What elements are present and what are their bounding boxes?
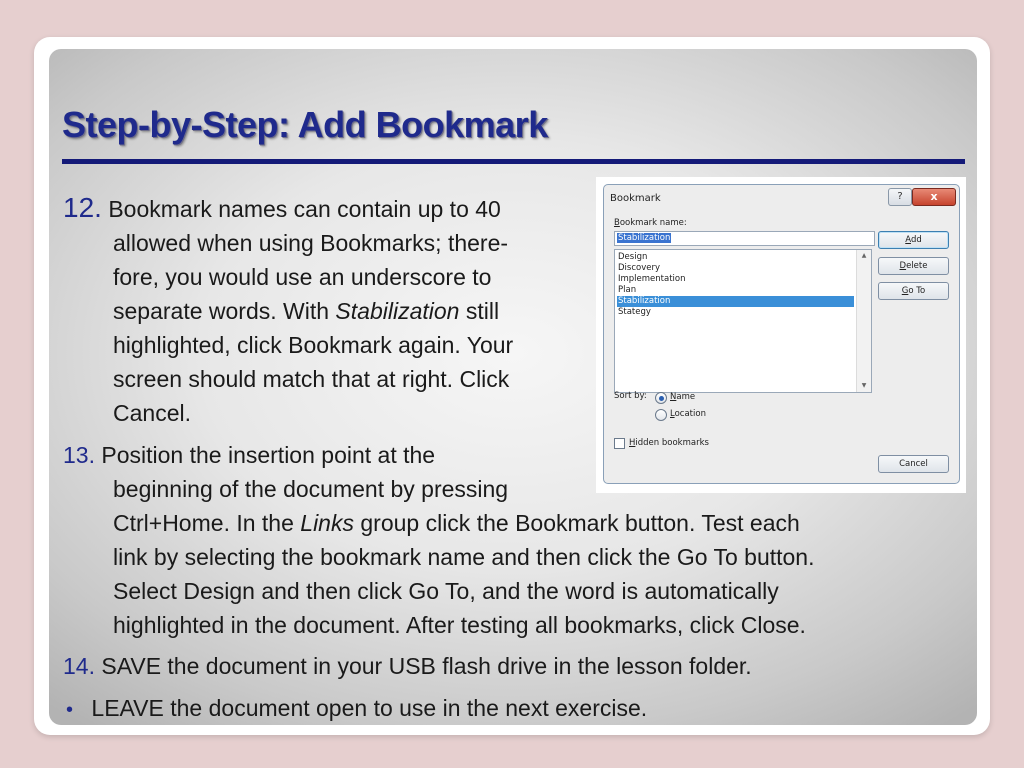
step-13-line-5	[113, 574, 779, 608]
leave-term: LEAVE	[91, 695, 164, 721]
bullet-line	[66, 691, 647, 725]
step-14-line	[63, 649, 752, 683]
step-13-text-3c: button. Test each	[618, 510, 800, 536]
dialog-titlebar	[604, 185, 959, 211]
step-12-line-4	[113, 294, 499, 328]
step-14-number: 14.	[63, 653, 95, 679]
slide-title: Step-by-Step: Add Bookmark	[62, 104, 548, 145]
step-13-text-5a: Select	[113, 578, 184, 604]
ctrl-home-term: Ctrl+Home	[113, 510, 224, 536]
list-item[interactable]: Discovery	[618, 263, 660, 273]
add-button[interactable]	[878, 231, 949, 249]
step-13-line-3	[113, 506, 800, 540]
sort-name-label	[670, 392, 695, 402]
step-12-text-4a: separate words. With	[113, 298, 336, 324]
bookmark-name-label-text: ookmark name:	[619, 218, 687, 228]
step-12-text-7: .	[184, 400, 191, 426]
step-13-text-5c: , and the word is automatically	[469, 578, 779, 604]
hidden-accesskey: H	[629, 438, 636, 448]
step-13-text-6b: .	[799, 612, 806, 638]
bookmark-term-2: Bookmark	[515, 510, 619, 536]
step-13-line-1	[63, 438, 435, 472]
bookmark-name-input[interactable]	[614, 231, 875, 246]
hidden-bookmarks-checkbox[interactable]	[614, 438, 625, 449]
go-to-term-2: Go To	[408, 578, 470, 604]
sort-location-accesskey: L	[670, 409, 675, 419]
list-item[interactable]: Stategy	[618, 307, 651, 317]
step-12-line-7	[113, 396, 191, 430]
list-item-selected[interactable]: Stabilization	[617, 296, 854, 307]
delete-button[interactable]	[878, 257, 949, 275]
links-emphasis: Links	[300, 510, 354, 536]
list-scrollbar[interactable]	[856, 250, 871, 392]
scroll-down-icon[interactable]: ▼	[861, 382, 867, 389]
add-accesskey: A	[905, 235, 911, 245]
step-13-text-6a: highlighted in the document. After testing all bookmarks, click	[113, 612, 741, 638]
bookmark-dialog	[603, 184, 960, 484]
step-12-line-5	[113, 328, 513, 362]
step-13-number: 13.	[63, 442, 95, 468]
step-12-text-5a: highlighted, click	[113, 332, 289, 358]
scroll-up-icon[interactable]: ▲	[861, 252, 867, 259]
hidden-bookmarks-label	[629, 438, 709, 448]
step-12-number: 12.	[63, 192, 102, 223]
step-13-text-1: Position the insertion point at the	[101, 442, 436, 468]
bookmark-name-accesskey: B	[614, 218, 620, 228]
sort-location-label-text: ocation	[674, 409, 706, 419]
list-item[interactable]: Implementation	[618, 274, 686, 284]
cancel-button[interactable]: Cancel	[878, 455, 949, 473]
add-label: dd	[910, 235, 922, 245]
save-term: SAVE	[101, 653, 162, 679]
step-13-text-3a: . In the	[223, 510, 301, 536]
dialog-title: Bookmark	[610, 193, 661, 204]
close-button[interactable]: x	[912, 188, 956, 206]
delete-accesskey: D	[899, 261, 907, 271]
sort-location-radio[interactable]	[655, 409, 667, 421]
title-underline	[62, 159, 965, 164]
bullet-icon: •	[66, 699, 74, 721]
step-12-text-1: Bookmark names can contain up to 40	[108, 196, 501, 222]
step-13-text-5b: and then click	[254, 578, 409, 604]
step-12-line-6: screen should match that at right. Click	[113, 366, 510, 392]
step-13-text-4b: button.	[737, 544, 815, 570]
bookmark-name-value: Stabilization	[618, 233, 671, 243]
sort-name-label-text: ame	[676, 392, 696, 402]
step-13-line-6	[113, 608, 806, 642]
go-to-label: o To	[908, 286, 926, 296]
step-13-text-3b: group click the	[353, 510, 516, 536]
bookmark-term: Bookmark	[288, 332, 392, 358]
go-to-button[interactable]	[878, 282, 949, 300]
go-to-term: Go To	[676, 544, 738, 570]
cancel-term: Cancel	[113, 400, 185, 426]
step-12-line-1	[63, 191, 501, 226]
help-button[interactable]: ?	[888, 188, 912, 206]
sort-name-radio[interactable]	[655, 392, 667, 404]
step-12-line-3: fore, you would use an underscore to	[113, 264, 492, 290]
sort-name-accesskey: N	[670, 392, 677, 402]
sort-by-label: Sort by:	[614, 391, 647, 401]
design-term: Design	[183, 578, 255, 604]
bookmark-name-label	[614, 218, 687, 228]
bullet-text: the document open to use in the next exercise.	[163, 695, 648, 721]
step-13-line-4	[113, 540, 815, 574]
list-item[interactable]: Design	[618, 252, 648, 262]
delete-label: elete	[906, 261, 928, 271]
list-item[interactable]: Plan	[618, 285, 637, 295]
step-12-text-4b: still	[459, 298, 500, 324]
bookmark-list[interactable]	[614, 249, 872, 393]
step-13-text-4a: link by selecting the bookmark name and then click the	[113, 544, 677, 570]
step-12-text-5b: again. Your	[391, 332, 514, 358]
stabilization-emphasis: Stabilization	[335, 298, 460, 324]
step-14-text: the document in your USB flash drive in the lesson folder.	[161, 653, 752, 679]
close-term: Close	[740, 612, 800, 638]
step-12-line-2: allowed when using Bookmarks; there-	[113, 230, 509, 256]
step-13-line-2: beginning of the document by pressing	[113, 476, 509, 502]
sort-location-label	[670, 409, 706, 419]
hidden-label-text: idden bookmarks	[635, 438, 709, 448]
go-to-accesskey: G	[901, 286, 909, 296]
bookmark-dialog-image	[596, 177, 966, 493]
